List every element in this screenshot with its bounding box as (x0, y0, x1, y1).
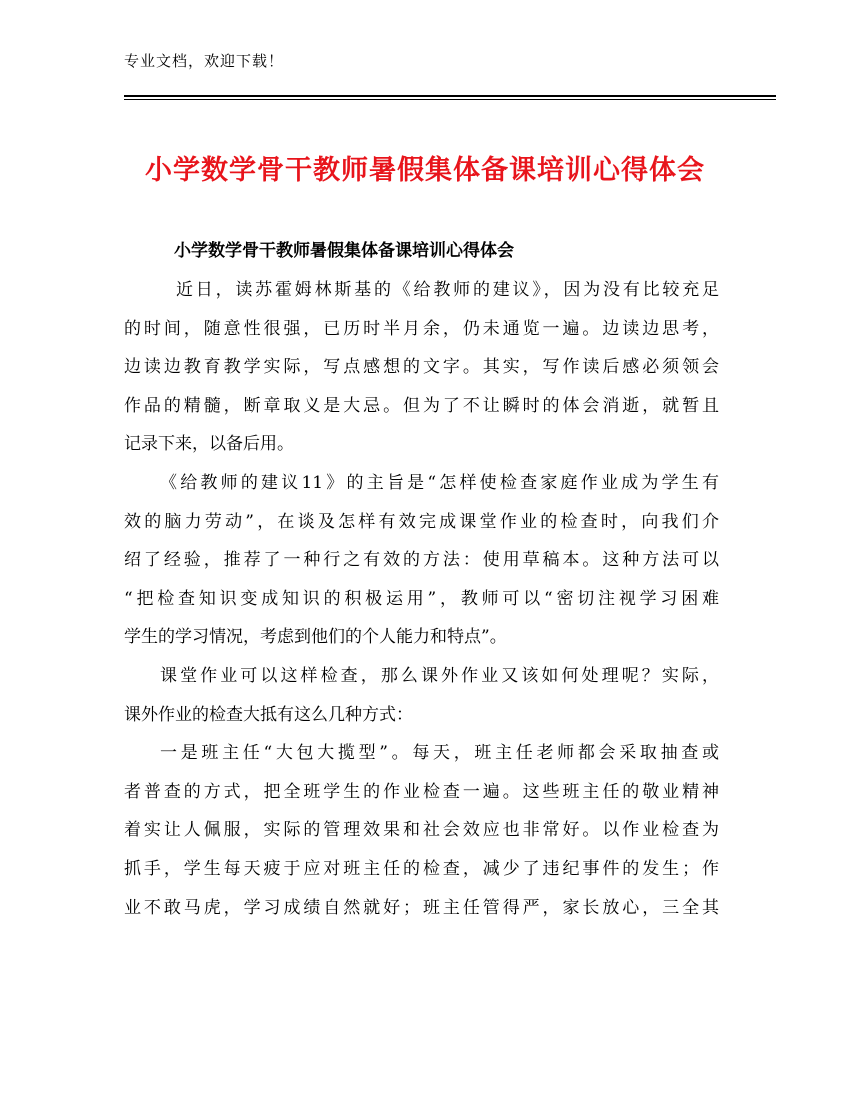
body-line: 近日，读苏霍姆林斯基的《给教师的建议》，因为没有比较充足 (176, 280, 719, 300)
document-subtitle: 小学数学骨干教师暑假集体备课培训心得体会 (174, 241, 514, 261)
body-line: 课堂作业可以这样检查，那么课外作业又该如何处理呢？实际， (160, 665, 719, 686)
body-line: 抓手，学生每天疲于应对班主任的检查，减少了违纪事件的发生；作 (124, 858, 719, 879)
body-line: 记录下来，以备后用。 (124, 434, 294, 455)
body-line: 《给教师的建议11》的主旨是“怎样使检查家庭作业成为学生有 (160, 472, 719, 493)
body-line: 着实让人佩服，实际的管理效果和社会效应也非常好。以作业检查为 (124, 820, 719, 841)
body-line: 绍了经验，推荐了一种行之有效的方法：使用草稿本。这种方法可以 (124, 550, 719, 571)
body-line: 的时间，随意性很强，已历时半月余，仍未通览一遍。边读边思考， (124, 318, 719, 339)
document-title: 小学数学骨干教师暑假集体备课培训心得体会 (145, 155, 705, 186)
header-note: 专业文档，欢迎下载！ (124, 52, 285, 70)
header-rule-thick (124, 95, 776, 97)
body-line: “把检查知识变成知识的积极运用”，教师可以“密切注视学习困难 (124, 588, 719, 609)
body-line: 一是班主任“大包大揽型”。每天，班主任老师都会采取抽查或 (160, 743, 719, 764)
body-line: 学生的学习情况，考虑到他们的个人能力和特点”。 (124, 627, 507, 648)
body-line: 效的脑力劳动”，在谈及怎样有效完成课堂作业的检查时，向我们介 (124, 511, 719, 532)
header-rule-thin (124, 99, 776, 100)
body-line: 作品的精髓，断章取义是大忌。但为了不让瞬时的体会消逝，就暂且 (124, 395, 719, 416)
document-body (124, 271, 719, 927)
body-line: 业不敢马虎，学习成绩自然就好；班主任管得严，家长放心，三全其 (124, 897, 719, 918)
body-line: 者普查的方式，把全班学生的作业检查一遍。这些班主任的敬业精神 (124, 781, 719, 802)
body-line: 课外作业的检查大抵有这么几种方式： (124, 704, 413, 725)
body-line: 边读边教育教学实际，写点感想的文字。其实，写作读后感必须领会 (124, 357, 719, 378)
